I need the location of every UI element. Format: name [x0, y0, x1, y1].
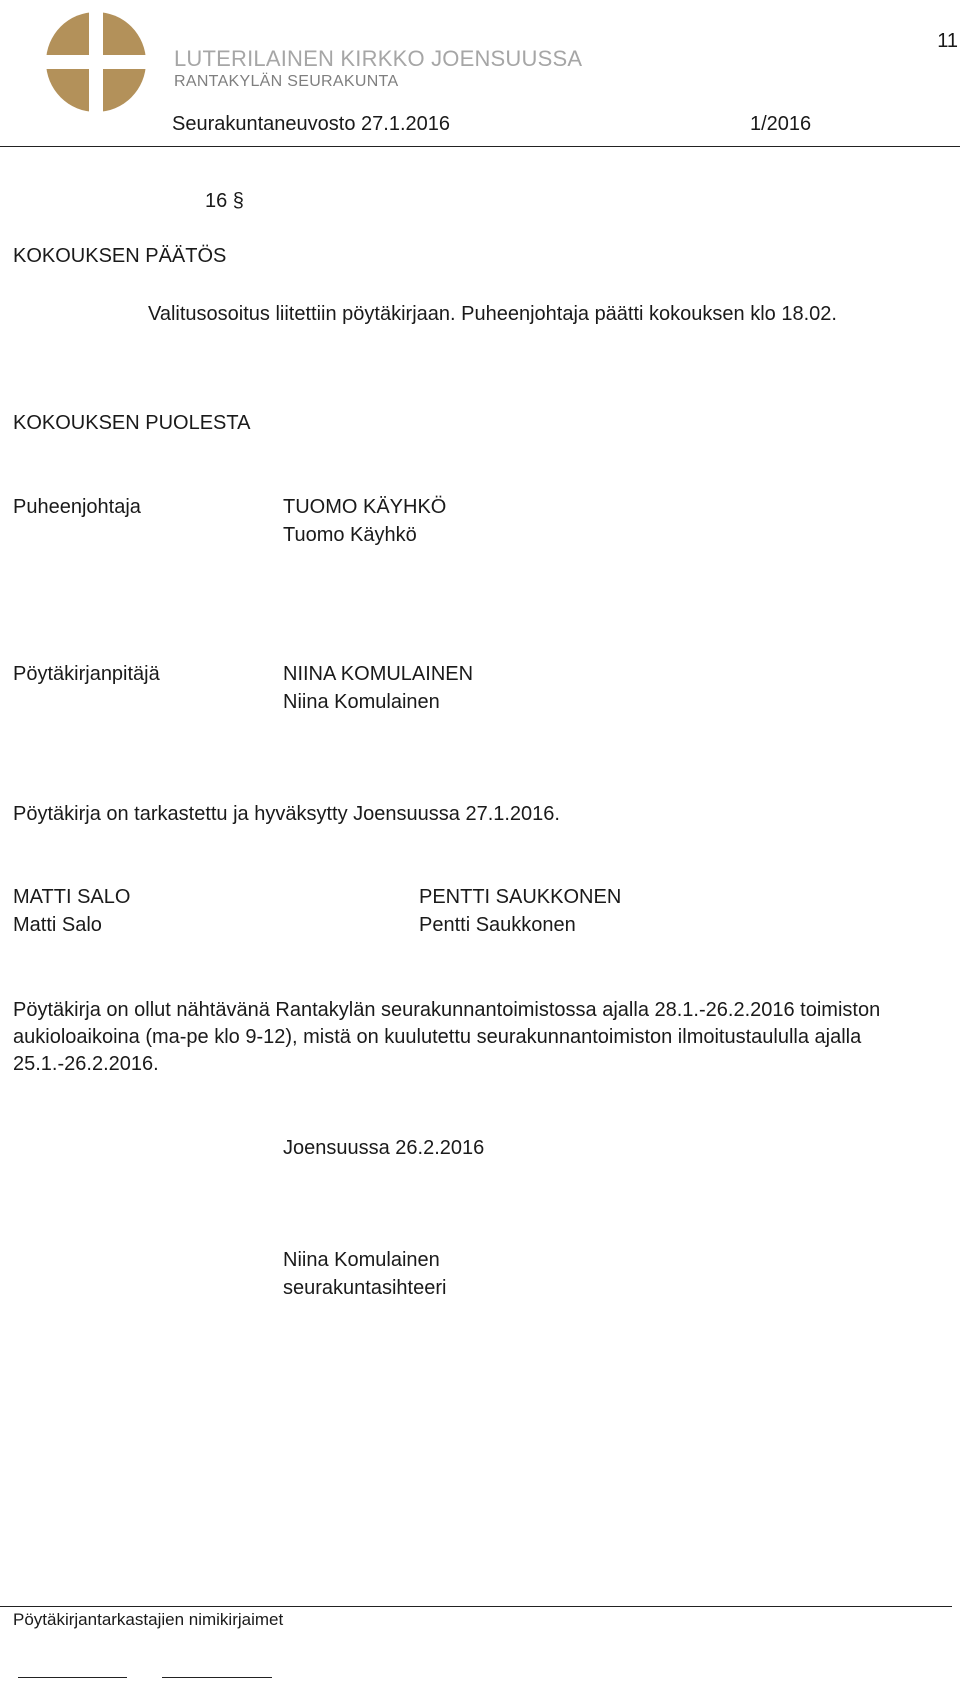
section-heading: KOKOUKSEN PÄÄTÖS [13, 245, 227, 267]
organization-name: LUTERILAINEN KIRKKO JOENSUUSSA [174, 46, 583, 71]
chair-name: Tuomo Käyhkö [283, 524, 417, 546]
closing-name: Niina Komulainen [283, 1249, 440, 1271]
display-notice: Pöytäkirja on ollut nähtävänä Rantakylän seurakunnantoimistossa ajalla 28.1.-26.2.2016 toimiston aukioloaikoina (ma-pe klo 9-12), mistä on kuulutettu seurakunnantoimiston ilmoitustaululla ajalla 25.1.-26.2.2016. [13, 999, 881, 1075]
section-number: 16 § [205, 190, 244, 212]
secretary-role: Pöytäkirjanpitäjä [13, 663, 160, 685]
secretary-name: Niina Komulainen [283, 691, 440, 713]
footer-label: Pöytäkirjantarkastajien nimikirjaimet [13, 1610, 284, 1629]
closing-place-date: Joensuussa 26.2.2016 [283, 1137, 485, 1159]
verification-statement: Pöytäkirja on tarkastettu ja hyväksytty Joensuussa 27.1.2016. [13, 803, 560, 825]
chair-name-caps: TUOMO KÄYHKÖ [283, 496, 447, 518]
decision-text: Valitusosoitus liitettiin pöytäkirjaan. Puheenjohtaja päätti kokouksen klo 18.02. [148, 303, 837, 325]
protocol-number: 1/2016 [750, 113, 812, 135]
signatures-heading: KOKOUKSEN PUOLESTA [13, 412, 251, 434]
header-divider [0, 146, 960, 147]
initials-line-2 [162, 1677, 272, 1678]
footer-divider [0, 1606, 952, 1607]
checker2-name-caps: PENTTI SAUKKONEN [419, 886, 622, 908]
congregation-name: RANTAKYLÄN SEURAKUNTA [174, 73, 399, 90]
checker2-name: Pentti Saukkonen [419, 914, 576, 936]
secretary-name-caps: NIINA KOMULAINEN [283, 663, 474, 685]
page-number: 11 [937, 30, 958, 52]
church-cross-logo [44, 10, 148, 114]
checker1-name: Matti Salo [13, 914, 102, 936]
closing-title: seurakuntasihteeri [283, 1277, 447, 1299]
meeting-title: Seurakuntaneuvosto 27.1.2016 [172, 113, 450, 135]
chair-role: Puheenjohtaja [13, 496, 141, 518]
checker1-name-caps: MATTI SALO [13, 886, 131, 908]
initials-line-1 [18, 1677, 127, 1678]
